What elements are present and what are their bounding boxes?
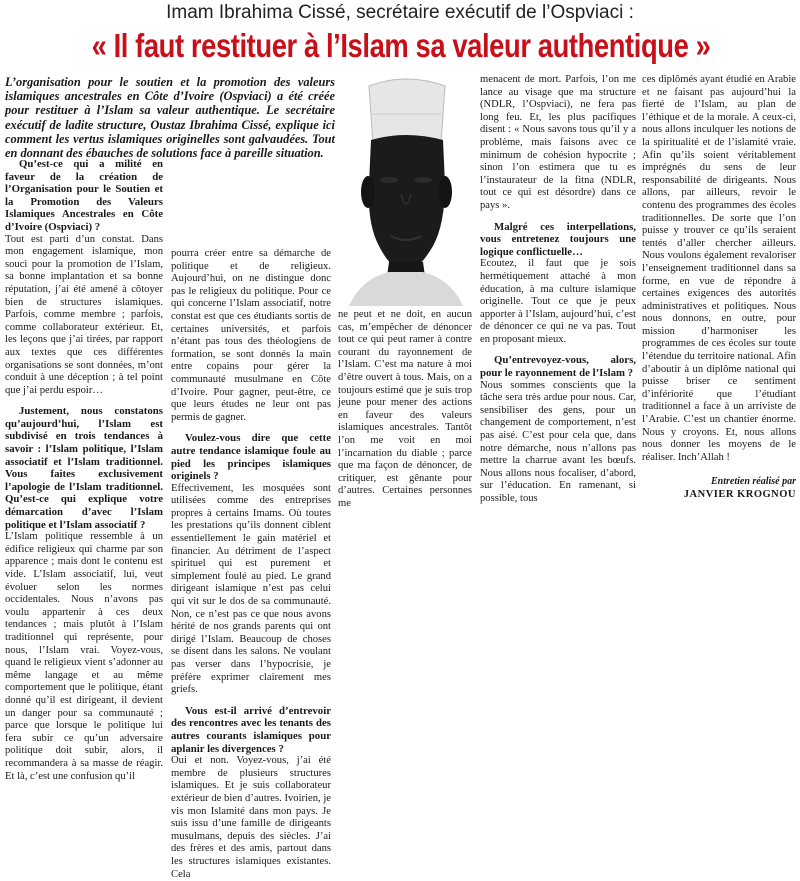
column-2 [171,248,331,880]
question-3: Voulez-vous dire que cette autre tendance islamique foule au pied les principes islamiques originels ? [171,432,331,483]
answer-6-continued: ces diplômés ayant étudié en Arabie et ne faisant pas aujourd’hui la fierté de l’Islam, au plan de l’éthique et de la morale. A ceux-ci, nous allons inculquer les notions de la spiritualité et de l’islamité vraie. Afin qu’ils soient véritablement imprégnés du sens de leur responsabilité de dirigeants. Nous allons, par ailleurs, revoir le contenu des programmes des écoles traditionnelles. De sorte que l’on puisse y trouver ce qu’ils seraient tentés d’aller chercher ailleurs. Nous voulons également revaloriser l’enseignement traditionnel dans sa forme, en vue de répondre à certaines exigences des autorités administratives et politiques. Nous nous donnons, en outre, pour mission d’harmoniser les programmes de ces écoles sur toute l’étendue du territoire national. Afin d’aboutir à un diplôme national qui puisse briser ce sentiment d’infériorité que l’étudiant traditionnel a face à un arriviste de l’Arabie. C’est un chantier énorme. Nous y croyons. Et, nous allons nous donner les moyens de le réaliser. Inch’Allah ! [642,74,796,463]
answer-6: Nous sommes conscients que la tâche sera très ardue pour nous. Car, sensibiliser des gens, pour un changement de comportement, n’est pas aisé. C’est pour cela que, dans notre démarche, nous n’allons pas mettre la charrue avant les bœufs. Nous allons nous focaliser, d’abord, sur l’éducation. En ramenant, si possible, tous [480,379,636,504]
answer-2: L’Islam politique ressemble à un édifice religieux qui charme par son apparence ; mais dont le contenu est vide. L’Islam associatif, lui, veut évoluer selon les normes occidentales. Nous n’avons pas voulu appartenir à ces deux tendances ; mais plutôt à l’Islam traditionnel qui représente, pour nous, l’Islam vrai. Voyez-vous, quand le religieux vient s’adonner au même langage et au même comportement que le politique, étant donné qu’il est dirigeant, il devient un danger pour sa communauté ; parce que lorsque le politique lui fera subir ce qu’un adversaire politique doit subir, alors, il recommandera à sa masse de réagir. Et là, c’est une confusion qu’il [5,531,163,782]
answer-3: Effectivement, les mosquées sont utilisées comme des entreprises propres à certains Imams. Où toutes les prestations qu’ils donnent ciblent essentiellement le gain matériel et financier. Au détriment de l’aspect spirituel qui est purement et simplement foulé au pied. Le grand dirigeant islamique n’est pas celui qui vit sur le dos de sa communauté. Non, ce n’est pas ce que nous avons hérité de nos grands parents qui ont dirigé l’Islam. Beaucoup de choses se disent dans les salons. Ne voulant pas verser dans l’hypocrisie, je préfère exprimer clairement mes griefs. [171,482,331,696]
question-1: Qu’est-ce qui a milité en faveur de la création de l’Organisation pour le Soutien et la Promotion des Valeurs Islamiques Ancestrales en Côte d’Ivoire (Ospviaci) ? [5,158,163,233]
column-1 [5,158,163,782]
portrait-image [341,74,471,306]
answer-4-continued: ne peut et ne doit, en aucun cas, m’empêcher de dénoncer tout ce qui peut ramer à contre courant du rayonnement de l’Islam. C’est ma nature à moi d’être ouvert à tous. Mais, on a toujours estimé que je suis trop jeune pour mener des actions en faveur des valeurs islamiques ancestrales. Tantôt l’on me voit en moi l’incarnation du diable ; parce que ma façon de dénoncer, de critiquer, est gênante pour d’autres. Certaines personnes me [338,309,472,509]
question-5: Malgré ces interpellations, vous entretenez toujours une logique conflictuelle… [480,220,636,258]
interview-credit: Entretien réalisé par [710,476,796,488]
portrait-photo [341,74,471,306]
answer-2-continued: pourra créer entre sa démarche de politique et de religieux. Aujourd’hui, on ne distingue donc pas le religieux du politique. Pour ce qui concerne l’Islam associatif, notre constat est que ces étudiants sortis de certaines universités, et parfois n’étant pas tous des théologiens de formation, se sont donnés la main entre copains pour gérer la communauté musulmane en Côte d’Ivoire. Pour gagner, peut-être, ce que leurs études ne leur ont pas permis de gagner. [171,248,331,423]
question-2: Justement, nous constatons qu’aujourd’hui, l’Islam est subdivisé en trois tendances à savoir : l’Islam politique, l’Islam associatif et l’Islam traditionnel. Vous faites exclusivement l’apologie de l’Islam traditionnel. Qu’est-ce qui explique votre démarcation d’avec l’Islam politique et l’Islam associatif ? [5,405,163,531]
author-name: JANVIER KROGNOU [683,489,796,500]
question-6: Qu’entrevoyez-vous, alors, pour le rayonnement de l’Islam ? [480,354,636,380]
answer-4-continued-2: menacent de mort. Parfois, l’on me lance au visage que ma structure (NDLR, l’Ospviaci), ne fera pas long feu. Et, les plus pacifiques disent : « Nous savons tous qu’il y a problème, mais faisons avec ce minimum de cohésion hypocrite ; sinon l’on estimera que tu es l’instaurateur de la fitna (NDLR, tout ce qui est désordre) dans ce pays ». [480,74,636,211]
question-4: Vous est-il arrivé d’entrevoir des rencontres avec les tenants des autres courants islamiques pour aplanir les divergences ? [171,704,331,755]
column-4 [480,74,636,737]
column-5 [642,74,796,737]
intro-paragraph: L’organisation pour le soutien et la promotion des valeurs islamiques ancestrales en Côte d’Ivoire (Ospviaci) a été créée pour restituer à l’Islam sa valeur authentique. Le secrétaire exécutif de ladite structure, Oustaz Ibrahima Cissé, explique ici comment les vertus islamiques originelles sont galvaudées. Tout en donnant des ébauches de solutions face à pareille situation. [5,75,335,161]
answer-5: Ecoutez, il faut que je sois hermétiquement attaché à mon éducation, à ma culture islamique originelle. Tout ce que je peux apporter à l’Islam, aujourd’hui, c’est de dénoncer ce qui ne va pas. Tout en proposant mieux. [480,258,636,345]
column-3 [338,309,472,737]
answer-4: Oui et non. Voyez-vous, j’ai été membre de plusieurs structures islamiques. Et je suis collaborateur extérieur de bien d’autres. Ivoirien, je vis mon Islamité dans mon pays. Je suis issu d’une famille de dirigeants musulmans, depuis des siècles. J’ai des frères et des amis, partout dans les structures islamiques existantes. Cela [171,755,331,880]
kicker: Imam Ibrahima Cissé, secrétaire exécutif de l’Ospviaci : [166,2,634,23]
answer-1: Tout est parti d’un constat. Dans mon engagement islamique, mon souci pour la promotion de l’Islam, sa bonne implantation et sa bonne réputation, j’ai été amené à côtoyer bien de structures islamiques. Parfois, comme membre ; parfois, comme collaborateur extérieur. Et, les leçons que j’ai tirées, par rapport aux textes que ces différentes organisations se sont données, m’ont conduit à une déception ; à tel point que j’ai perdu espoir… [5,233,163,396]
headline: « Il faut restituer à l’Islam sa valeur authentique » [91,27,711,64]
